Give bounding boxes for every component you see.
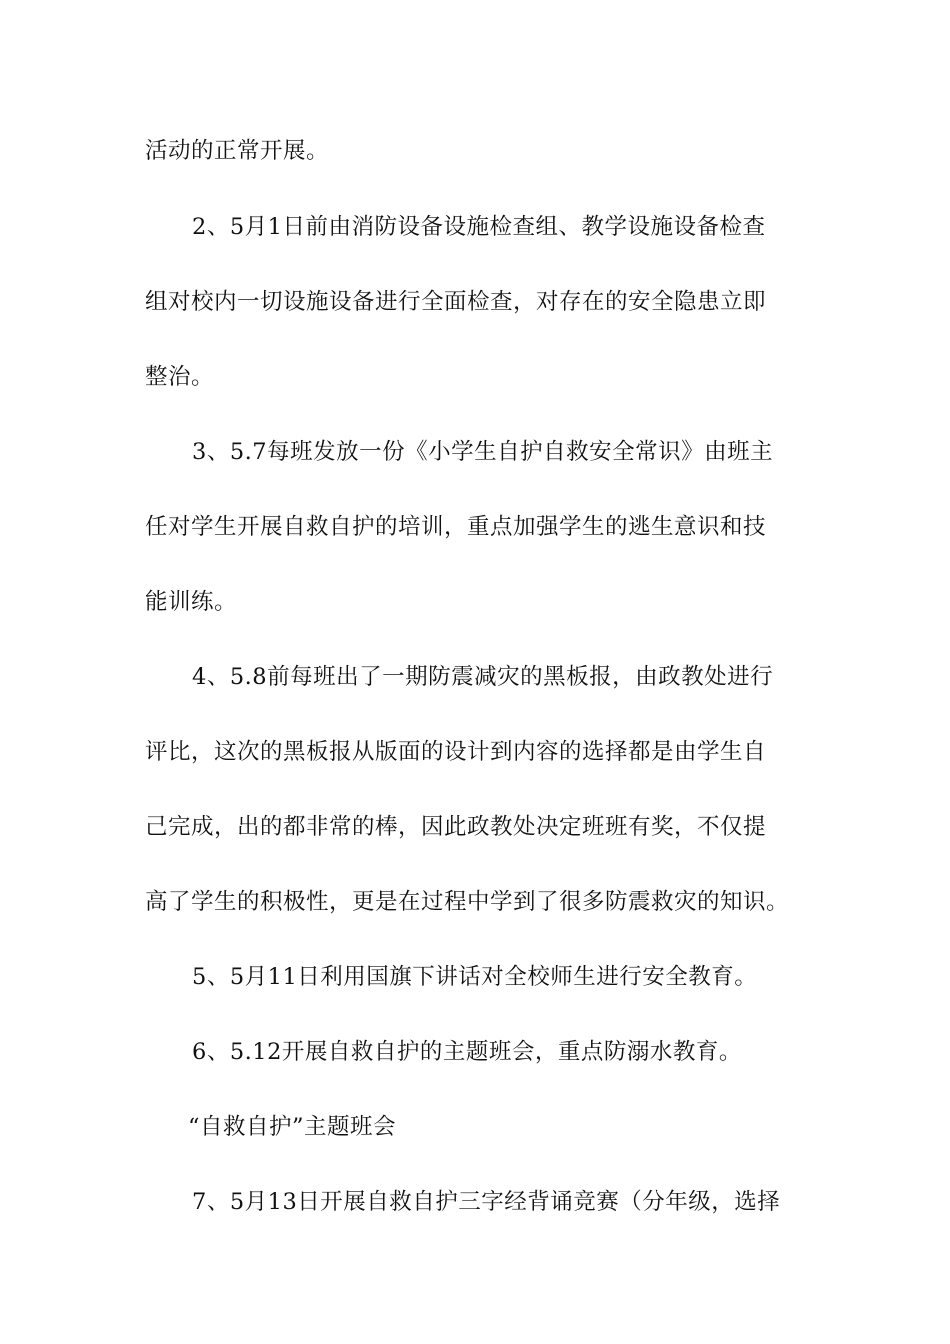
paragraph-2-line-1: 2、5月1日前由消防设备设施检查组、教学设施设备检查 [192,214,766,240]
subheading-line: “自救自护”主题班会 [188,1114,397,1140]
text-line: 组对校内一切设施设备进行全面检查，对存在的安全隐患立即 [145,289,767,315]
text-line: 己完成，出的都非常的棒，因此政教处决定班班有奖，不仅提 [145,814,767,840]
text-line: 评比，这次的黑板报从版面的设计到内容的选择都是由学生自 [145,739,767,765]
text-line: 活动的正常开展。 [145,138,330,164]
paragraph-3-line-1: 3、5.7每班发放一份《小学生自护自救安全常识》由班主 [192,439,774,465]
text-line: 任对学生开展自救自护的培训，重点加强学生的逃生意识和技 [145,514,767,540]
paragraph-7-line-1: 7、5月13日开展自救自护三字经背诵竞赛（分年级，选择 [192,1189,781,1215]
paragraph-4-line-1: 4、5.8前每班出了一期防震减灾的黑板报，由政教处进行 [192,664,774,690]
text-line: 能训练。 [145,589,238,615]
paragraph-6-line-1: 6、5.12开展自救自护的主题班会，重点防溺水教育。 [192,1039,742,1065]
text-line: 整治。 [145,364,215,390]
paragraph-5-line-1: 5、5月11日利用国旗下讲话对全校师生进行安全教育。 [192,964,758,990]
text-line: 高了学生的积极性，更是在过程中学到了很多防震救灾的知识。 [145,889,790,915]
